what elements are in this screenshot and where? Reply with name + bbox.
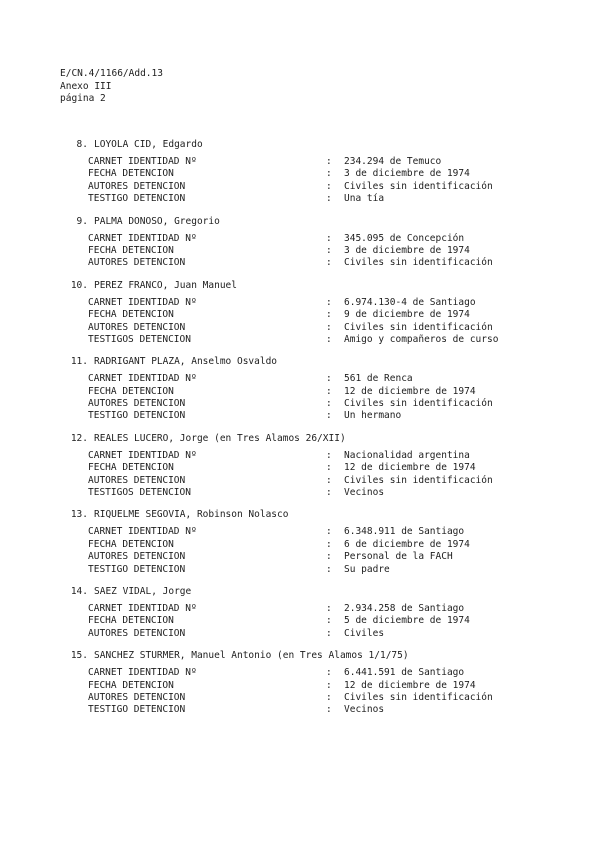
detail-value: Su padre: [344, 563, 390, 575]
detail-row: [58, 539, 578, 551]
detail-label: TESTIGO DETENCION: [88, 410, 186, 422]
colon-separator: :: [326, 691, 332, 703]
detail-value: 345.095 de Concepción: [344, 232, 465, 244]
detail-row: [58, 462, 578, 474]
detail-row: [58, 322, 578, 334]
detainee-entry: [58, 356, 578, 423]
detainee-entry: [58, 586, 578, 640]
detail-value: 6 de diciembre de 1974: [344, 538, 470, 550]
detainee-entry: [58, 650, 578, 717]
detail-value: Vecinos: [344, 704, 385, 716]
detail-row: [58, 410, 578, 422]
colon-separator: :: [326, 449, 332, 461]
colon-separator: :: [326, 309, 332, 321]
colon-separator: :: [326, 385, 332, 397]
detainee-entry: [58, 509, 578, 576]
detail-row: [58, 450, 578, 462]
detail-row: [58, 628, 578, 640]
detail-label: AUTORES DETENCION: [88, 398, 186, 410]
entry-number: 9.: [76, 215, 88, 227]
detail-value: 3 de diciembre de 1974: [344, 244, 470, 256]
colon-separator: :: [326, 168, 332, 180]
detail-label: FECHA DETENCION: [88, 244, 174, 256]
entry-number: 11.: [70, 356, 88, 368]
detail-row: [58, 475, 578, 487]
colon-separator: :: [326, 526, 332, 538]
colon-separator: :: [326, 333, 332, 345]
detail-row: [58, 233, 578, 245]
detail-row: [58, 156, 578, 168]
detail-label: CARNET IDENTIDAD Nº: [88, 296, 197, 308]
colon-separator: :: [326, 462, 332, 474]
detail-label: FECHA DETENCION: [88, 679, 174, 691]
detail-value: 6.974.130-4 de Santiago: [344, 296, 476, 308]
colon-separator: :: [326, 704, 332, 716]
detail-label: FECHA DETENCION: [88, 462, 174, 474]
detail-value: 12 de diciembre de 1974: [344, 385, 476, 397]
detail-label: AUTORES DETENCION: [88, 180, 186, 192]
detail-row: [58, 168, 578, 180]
detail-value: Nacionalidad argentina: [344, 449, 470, 461]
detail-row: [58, 551, 578, 563]
colon-separator: :: [326, 474, 332, 486]
detail-row: [58, 181, 578, 193]
detail-row: [58, 386, 578, 398]
detail-row: [58, 704, 578, 716]
detail-label: CARNET IDENTIDAD Nº: [88, 232, 197, 244]
entry-heading: [58, 509, 578, 522]
colon-separator: :: [326, 602, 332, 614]
detail-row: [58, 615, 578, 627]
detail-value: 234.294 de Temuco: [344, 156, 442, 167]
detail-label: AUTORES DETENCION: [88, 691, 186, 703]
detail-row: [58, 373, 578, 385]
detail-label: AUTORES DETENCION: [88, 257, 186, 269]
detail-value: Civiles sin identificación: [344, 257, 493, 269]
detail-row: [58, 526, 578, 538]
detainee-entry: [58, 280, 578, 347]
detainee-name: SANCHEZ STURMER, Manuel Antonio (en Tres Alamos 1/1/75): [94, 650, 409, 662]
detail-value: 5 de diciembre de 1974: [344, 615, 470, 627]
detail-row: [58, 297, 578, 309]
colon-separator: :: [326, 538, 332, 550]
detail-label: AUTORES DETENCION: [88, 551, 186, 563]
detail-value: Civiles sin identificación: [344, 474, 493, 486]
entry-number: 12.: [70, 432, 88, 444]
entry-number: 15.: [70, 650, 88, 662]
entry-number: 14.: [70, 585, 88, 597]
entry-number: 13.: [70, 509, 88, 521]
colon-separator: :: [326, 244, 332, 256]
detail-label: CARNET IDENTIDAD Nº: [88, 373, 197, 385]
detail-label: CARNET IDENTIDAD Nº: [88, 449, 197, 461]
detainee-name: RIQUELME SEGOVIA, Robinson Nolasco: [94, 509, 289, 521]
colon-separator: :: [326, 321, 332, 333]
detail-row: [58, 564, 578, 576]
detail-value: Civiles sin identificación: [344, 180, 493, 192]
detail-label: CARNET IDENTIDAD Nº: [88, 526, 197, 538]
detail-value: Un hermano: [344, 410, 402, 422]
detail-value: 12 de diciembre de 1974: [344, 679, 476, 691]
detail-value: 9 de diciembre de 1974: [344, 309, 470, 321]
annex-label: Anexo III: [60, 80, 112, 92]
colon-separator: :: [326, 551, 332, 563]
detail-value: Civiles sin identificación: [344, 398, 493, 410]
detail-label: FECHA DETENCION: [88, 538, 174, 550]
detail-label: TESTIGO DETENCION: [88, 704, 186, 716]
detail-value: 6.441.591 de Santiago: [344, 667, 465, 679]
detainee-entry: [58, 216, 578, 270]
detainee-entry: [58, 139, 578, 206]
colon-separator: :: [326, 487, 332, 499]
detail-label: TESTIGOS DETENCION: [88, 487, 191, 499]
detail-value: 6.348.911 de Santiago: [344, 526, 465, 538]
page-number: página 2: [60, 93, 106, 104]
detail-label: FECHA DETENCION: [88, 168, 174, 180]
detail-label: TESTIGO DETENCION: [88, 193, 186, 205]
colon-separator: :: [326, 563, 332, 575]
colon-separator: :: [326, 398, 332, 410]
detail-value: Civiles: [344, 627, 385, 639]
colon-separator: :: [326, 679, 332, 691]
detail-row: [58, 603, 578, 615]
detail-value: 12 de diciembre de 1974: [344, 462, 476, 474]
entry-number: 8.: [76, 139, 88, 150]
detail-row: [58, 398, 578, 410]
colon-separator: :: [326, 615, 332, 627]
colon-separator: :: [326, 180, 332, 192]
detainee-name: PEREZ FRANCO, Juan Manuel: [94, 279, 237, 291]
detainee-name: REALES LUCERO, Jorge (en Tres Alamos 26/XII): [94, 432, 346, 444]
detail-label: AUTORES DETENCION: [88, 627, 186, 639]
entry-heading: [58, 216, 578, 229]
detainee-name: PALMA DONOSO, Gregorio: [94, 215, 220, 227]
entry-heading: [58, 356, 578, 369]
colon-separator: :: [326, 156, 332, 167]
detail-label: TESTIGOS DETENCION: [88, 333, 191, 345]
detail-row: [58, 680, 578, 692]
detail-label: CARNET IDENTIDAD Nº: [88, 602, 197, 614]
detainee-name: SAEZ VIDAL, Jorge: [94, 585, 192, 597]
detainee-name: RADRIGANT PLAZA, Anselmo Osvaldo: [94, 356, 278, 368]
entry-number: 10.: [70, 279, 88, 291]
detail-value: 561 de Renca: [344, 373, 413, 385]
detainee-name: LOYOLA CID, Edgardo: [94, 139, 203, 150]
detail-row: [58, 245, 578, 257]
colon-separator: :: [326, 257, 332, 269]
detail-value: Vecinos: [344, 487, 385, 499]
detail-label: CARNET IDENTIDAD Nº: [88, 667, 197, 679]
entry-heading: [58, 280, 578, 293]
detail-row: [58, 193, 578, 205]
detail-label: FECHA DETENCION: [88, 615, 174, 627]
detail-row: [58, 487, 578, 499]
detail-label: FECHA DETENCION: [88, 309, 174, 321]
detail-value: Civiles sin identificación: [344, 691, 493, 703]
detail-label: FECHA DETENCION: [88, 385, 174, 397]
entry-heading: [58, 586, 578, 599]
colon-separator: :: [326, 232, 332, 244]
detail-value: Amigo y compañeros de curso: [344, 333, 499, 345]
detail-label: AUTORES DETENCION: [88, 321, 186, 333]
detail-value: Personal de la FACH: [344, 551, 453, 563]
document-symbol: E/CN.4/1166/Add.13: [60, 68, 163, 79]
colon-separator: :: [326, 193, 332, 205]
detail-row: [58, 257, 578, 269]
detail-label: CARNET IDENTIDAD Nº: [88, 156, 197, 167]
detail-label: AUTORES DETENCION: [88, 474, 186, 486]
detail-row: [58, 667, 578, 679]
colon-separator: :: [326, 410, 332, 422]
detail-value: 3 de diciembre de 1974: [344, 168, 470, 180]
colon-separator: :: [326, 373, 332, 385]
detail-value: Civiles sin identificación: [344, 321, 493, 333]
colon-separator: :: [326, 627, 332, 639]
detainee-list: [58, 139, 578, 727]
detail-value: 2.934.258 de Santiago: [344, 602, 465, 614]
detainee-entry: [58, 433, 578, 500]
detail-row: [58, 334, 578, 346]
entry-heading: [58, 433, 578, 446]
detail-row: [58, 692, 578, 704]
document-header: [60, 68, 163, 106]
detail-row: [58, 309, 578, 321]
detail-label: TESTIGO DETENCION: [88, 563, 186, 575]
colon-separator: :: [326, 296, 332, 308]
entry-heading: [58, 650, 578, 663]
colon-separator: :: [326, 667, 332, 679]
entry-heading: [58, 139, 578, 152]
detail-value: Una tía: [344, 193, 385, 205]
